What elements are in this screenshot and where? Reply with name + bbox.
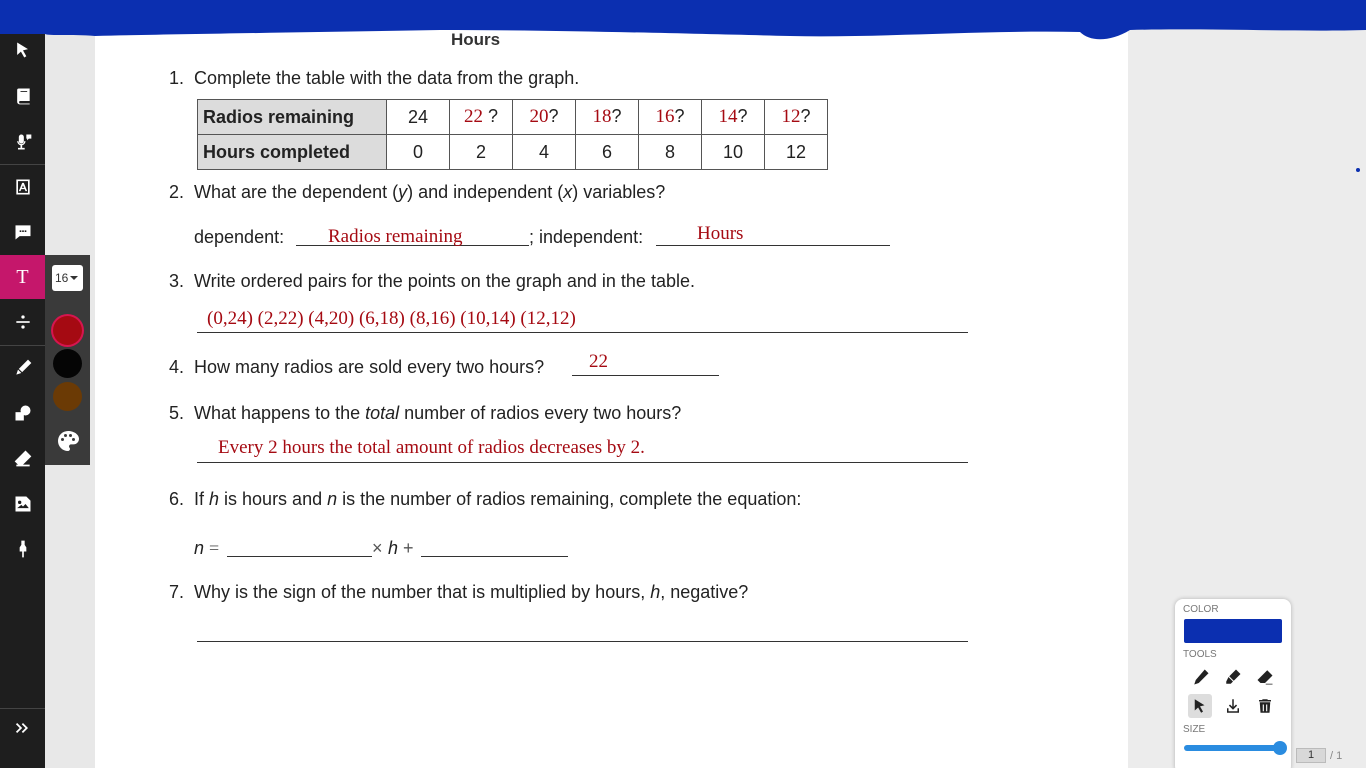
q2-number: 2. [169,182,185,202]
left-toolbar [0,0,45,768]
cut-heading: Hours [451,30,501,49]
table-cell: 0 [387,135,450,170]
table-cell[interactable] [702,100,765,135]
pencil-button[interactable] [1189,665,1213,689]
expand-toolbar-button[interactable] [0,709,45,747]
table-cell[interactable] [513,100,576,135]
q6-text-c: is the number of radios remaining, complete the equation: [337,489,802,509]
q2-text [194,182,665,203]
color-label: COLOR [1183,604,1219,615]
size-slider-thumb[interactable] [1273,741,1287,755]
eq-plus: + [403,538,414,558]
question-mark: ? [548,106,559,126]
comment-icon [13,222,33,242]
pen-icon [13,358,33,378]
var-y: y [398,182,408,202]
text-icon: T [16,265,29,288]
table-cell[interactable] [387,100,450,135]
page-total: / 1 [1330,749,1343,762]
table-cell: 2 [450,135,513,170]
blue-ink-dot [1356,168,1360,172]
voice-comment-button[interactable] [0,120,45,164]
size-slider-track[interactable] [1184,745,1280,751]
handwritten-answer: 22 [463,106,483,127]
trash-button[interactable] [1253,694,1277,718]
font-size-select[interactable] [52,265,83,291]
shapes-icon [13,403,33,423]
q4-number: 4. [169,357,185,377]
tools-label: TOOLS [1183,649,1217,660]
q2-text-b: ) and independent ( [407,182,564,202]
q3-number: 3. [169,271,185,291]
voice-comment-icon [13,132,33,152]
q5-answer-line [197,462,968,463]
book-icon [13,86,33,106]
image-icon [13,494,33,514]
text-options-panel [45,255,90,465]
size-label: SIZE [1183,724,1206,735]
q5-answer[interactable]: Every 2 hours the total amount of radios decreases by 2. [218,437,645,458]
q7-answer-line[interactable] [197,641,968,642]
row-header-hours: Hours completed [198,135,387,170]
independent-answer-line [656,245,890,246]
q1-text: Complete the table with the data from the graph. [194,68,580,88]
current-color-bar[interactable] [1184,619,1282,643]
equation-icon [13,312,33,332]
eraser-icon [1256,668,1274,686]
question-mark: ? [611,106,622,126]
q4-text: How many radios are sold every two hours? [194,357,545,377]
table-cell: 4 [513,135,576,170]
color-swatch-brown[interactable] [53,382,82,411]
comment-tool-button[interactable] [0,210,45,254]
eraser-tool-button[interactable] [0,436,45,480]
image-tool-button[interactable] [0,482,45,526]
table-cell: 10 [702,135,765,170]
highlighter-icon [1224,668,1242,686]
q3-answer-line [197,332,968,333]
q6-text-a: If [194,489,210,509]
marker-pen-icon [13,539,33,559]
q7-text-a: Why is the sign of the number that is multiplied by hours, [194,582,651,602]
eq-n: n [194,538,205,558]
handwritten-answer: 18 [592,106,612,127]
q4-answer[interactable]: 22 [589,351,608,372]
q1-number: 1. [169,68,185,88]
q7-text [194,582,748,603]
table-cell: 12 [765,135,828,170]
question-mark: ? [488,106,499,126]
handwritten-answer: 14 [718,106,738,127]
dependent-answer[interactable]: Radios remaining [328,226,463,247]
row-header-radios: Radios remaining [198,100,387,135]
eq-times: × [372,538,383,558]
marker-tool-button[interactable] [0,527,45,571]
trash-icon [1256,697,1274,715]
table-cell[interactable] [639,100,702,135]
equation-tool-button[interactable] [0,300,45,344]
q6-number: 6. [169,489,185,509]
var-h: h [209,489,220,509]
handwritten-answer: 12 [781,106,801,127]
q5-number: 5. [169,403,185,423]
shapes-tool-button[interactable] [0,391,45,435]
page-indicator [1296,748,1342,763]
table-cell: 6 [576,135,639,170]
dependent-label: dependent: [194,227,285,247]
table-cell[interactable] [765,100,828,135]
eq-constant-line[interactable] [421,556,568,557]
palette-icon[interactable] [56,429,80,453]
question-mark: ? [737,106,748,126]
eraser-icon [13,448,33,468]
text-tool-button[interactable] [0,255,45,299]
pen-tool-button[interactable] [0,346,45,390]
handwritten-answer: 16 [655,106,675,127]
book-tool-button[interactable] [0,74,45,118]
q6-text [194,489,801,510]
var-x: x [563,182,573,202]
page-number-input[interactable]: 1 [1296,748,1326,763]
blue-marker-stroke [0,0,1366,44]
independent-answer[interactable]: Hours [697,223,744,244]
eq-equals: = [209,538,220,558]
question-mark: ? [800,106,811,126]
eq-coefficient-line[interactable] [227,556,372,557]
q5-text-a: What happens to the [194,403,366,423]
table-cell: 8 [639,135,702,170]
text-box-tool-button[interactable] [0,165,45,209]
q3-answer[interactable]: (0,24) (2,22) (4,20) (6,18) (8,16) (10,14) (12,12) [207,308,576,329]
pointer-icon [1191,697,1209,715]
q5-text-b: number of radios every two hours? [399,403,682,423]
q2-text-a: What are the dependent ( [194,182,399,202]
var-h: h [650,582,661,602]
font-size-value: 16 [55,271,69,285]
q5-emphasis: total [365,403,400,423]
q2-text-c: ) variables? [572,182,666,202]
pointer-button[interactable] [1188,694,1212,718]
q6-text-b: is hours and [219,489,328,509]
color-swatch-black[interactable] [53,349,82,378]
q5-text [194,403,681,424]
chevron-down-icon [70,276,78,280]
independent-label: ; independent: [529,227,644,247]
pencil-icon [1192,668,1210,686]
expand-icon [13,718,33,738]
q3-text: Write ordered pairs for the points on the graph and in the table. [194,271,695,291]
q7-text-b: , negative? [660,582,749,602]
cell-value: 24 [407,106,429,127]
highlighter-button[interactable] [1221,665,1245,689]
text-box-icon [13,177,33,197]
download-button[interactable] [1221,694,1245,718]
drawing-tools-panel [1175,599,1291,768]
table-cell[interactable] [576,100,639,135]
color-swatch-red[interactable] [53,316,82,345]
table-row [198,135,828,170]
eq-h: h [388,538,399,558]
data-table [197,99,828,170]
q7-number: 7. [169,582,185,602]
table-cell[interactable] [450,100,513,135]
var-n: n [327,489,338,509]
eraser-button[interactable] [1253,665,1277,689]
question-mark: ? [674,106,685,126]
download-icon [1224,697,1242,715]
q4-answer-line [572,375,719,376]
table-row [198,100,828,135]
handwritten-answer: 20 [529,106,549,127]
